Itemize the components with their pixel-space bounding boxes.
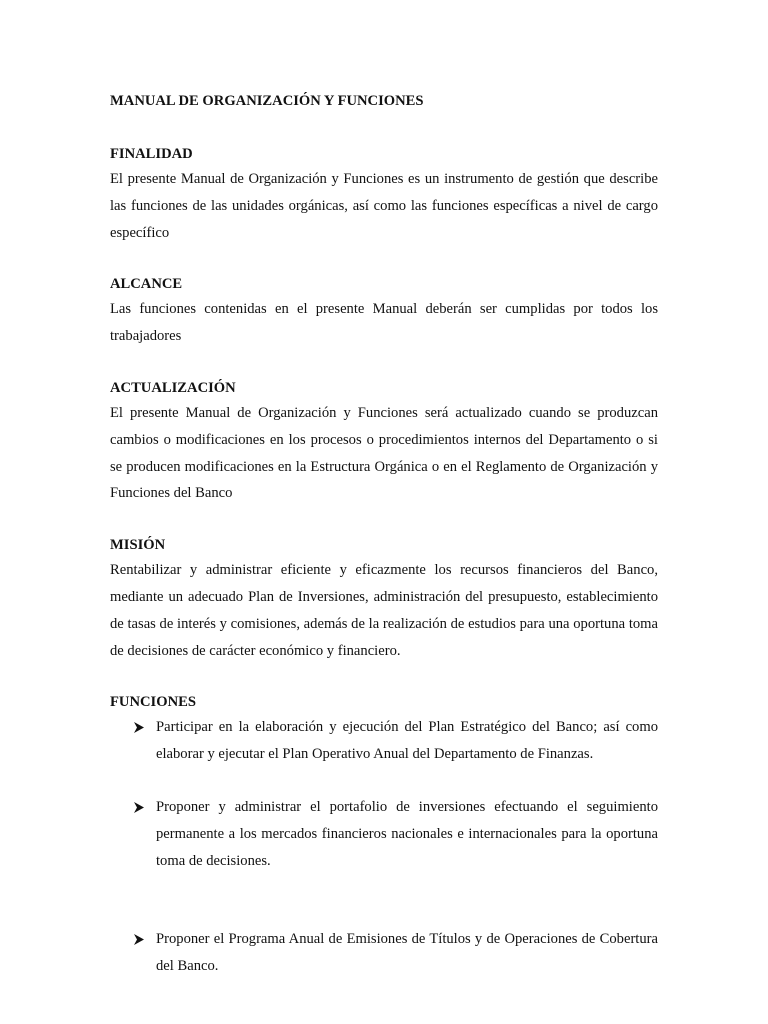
list-item bbox=[110, 794, 658, 874]
section-body: El presente Manual de Organización y Funciones será actualizado cuando se produzcan cambios o modificaciones en los procesos o procedimientos internos del Departamento o si se producen modificaciones en la Estructura Orgánica o en el Reglamento de Organización y Funciones del Banco bbox=[110, 404, 658, 502]
arrowhead-bullet-icon bbox=[134, 722, 144, 733]
arrowhead-bullet-icon bbox=[134, 934, 144, 945]
section-finalidad bbox=[110, 143, 658, 246]
section-funciones bbox=[110, 691, 658, 980]
section-body: El presente Manual de Organización y Funciones es un instrumento de gestión que describe las funciones de las unidades orgánicas, así como las funciones específicas a nivel de cargo específico bbox=[110, 171, 658, 241]
list-item bbox=[110, 714, 658, 768]
section-mision bbox=[110, 534, 658, 664]
list-item-text: Proponer y administrar el portafolio de inversiones efectuando el seguimiento permanente a los mercados financieros nacionales e internacionales para la oportuna toma de decisiones. bbox=[156, 798, 658, 869]
list-item-text: Proponer el Programa Anual de Emisiones de Títulos y de Operaciones de Cobertura del Banco. bbox=[156, 931, 658, 975]
section-heading: FUNCIONES bbox=[110, 694, 196, 711]
section-heading: ALCANCE bbox=[110, 276, 183, 293]
section-heading: FINALIDAD bbox=[110, 146, 193, 162]
document-page bbox=[110, 90, 658, 1007]
section-heading: MISIÓN bbox=[110, 537, 166, 554]
section-body: Rentabilizar y administrar eficiente y eficazmente los recursos financieros del Banco, mediante un adecuado Plan de Inversiones, administración del presupuesto, establecimiento de tasas de interés y comisiones, además de la realización de estudios para una oportuna toma de decisiones de carácter económico y financiero. bbox=[110, 562, 658, 659]
document-title: MANUAL DE ORGANIZACIÓN Y FUNCIONES bbox=[110, 93, 424, 109]
list-item-text: Participar en la elaboración y ejecución del Plan Estratégico del Banco; así como elaborar y ejecutar el Plan Operativo Anual del Departamento de Finanzas. bbox=[156, 719, 658, 763]
list-item bbox=[110, 926, 658, 980]
section-alcance bbox=[110, 273, 658, 350]
arrowhead-bullet-icon bbox=[134, 802, 144, 813]
section-actualizacion bbox=[110, 377, 658, 507]
funciones-list bbox=[110, 714, 658, 980]
section-heading: ACTUALIZACIÓN bbox=[110, 379, 236, 396]
section-body: Las funciones contenidas en el presente Manual deberán ser cumplidas por todos los trabajadores bbox=[110, 301, 658, 345]
